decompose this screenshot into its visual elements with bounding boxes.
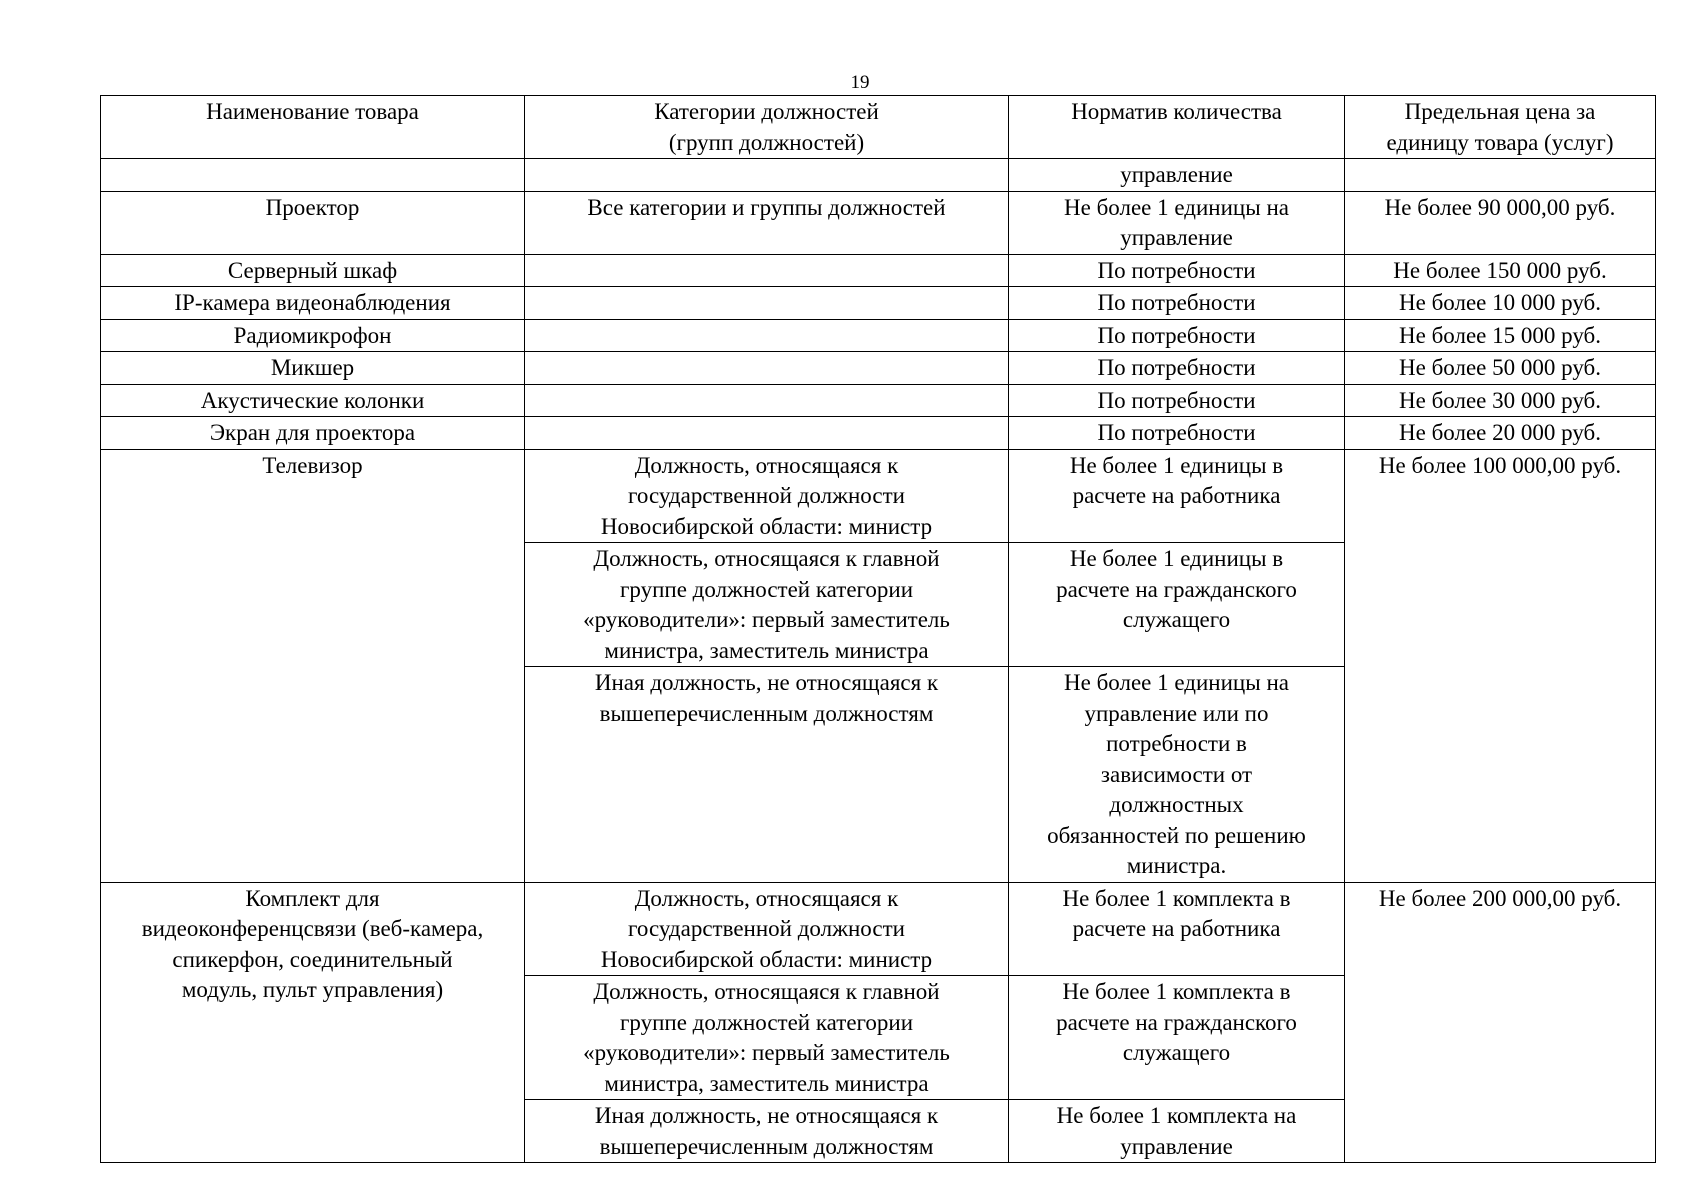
norm-cell: Не более 1 единицы в расчете на гражданского служащего — [1009, 543, 1345, 667]
category-cell: Иная должность, не относящаяся к вышеперечисленным должностям — [525, 1100, 1009, 1163]
price-cell: Не более 30 000 руб. — [1345, 384, 1656, 417]
norm-cell: По потребности — [1009, 287, 1345, 320]
price-cell: Не более 50 000 руб. — [1345, 352, 1656, 385]
category-cell: Должность, относящаяся к главной группе должностей категории «руководители»: первый заместитель министра, заместитель министра — [525, 976, 1009, 1100]
norm-cell: По потребности — [1009, 319, 1345, 352]
category-cell: Должность, относящаяся к государственной должности Новосибирской области: министр — [525, 449, 1009, 543]
item-name: Радиомикрофон — [101, 319, 525, 352]
header-name: Наименование товара — [101, 96, 525, 159]
price-cell: Не более 15 000 руб. — [1345, 319, 1656, 352]
price-cell: Не более 100 000,00 руб. — [1345, 449, 1656, 882]
price-cell: Не более 20 000 руб. — [1345, 417, 1656, 450]
page-number: 19 — [850, 72, 870, 93]
item-name: Экран для проектора — [101, 417, 525, 450]
item-name: Телевизор — [101, 449, 525, 882]
norm-cell: Не более 1 комплекта в расчете на работника — [1009, 882, 1345, 976]
norm-cell: По потребности — [1009, 417, 1345, 450]
norm-cell: По потребности — [1009, 384, 1345, 417]
table-row — [101, 191, 1656, 254]
item-name: Комплект для видеоконференцсвязи (веб-камера, спикерфон, соединительный модуль, пульт управления) — [101, 882, 525, 1163]
header-norm: Норматив количества — [1009, 96, 1345, 159]
category-cell: Должность, относящаяся к главной группе должностей категории «руководители»: первый заместитель министра, заместитель министра — [525, 543, 1009, 667]
table-row — [101, 352, 1656, 385]
norm-cell: По потребности — [1009, 254, 1345, 287]
norm-cell: Не более 1 единицы на управление — [1009, 191, 1345, 254]
category-cell: Иная должность, не относящаяся к вышеперечисленным должностям — [525, 667, 1009, 883]
table-row — [101, 287, 1656, 320]
price-cell: Не более 200 000,00 руб. — [1345, 882, 1656, 1163]
item-name: Акустические колонки — [101, 384, 525, 417]
norm-cell: Не более 1 комплекта на управление — [1009, 1100, 1345, 1163]
table-row — [101, 882, 1656, 976]
table-row — [101, 159, 1656, 192]
category-cell: Все категории и группы должностей — [525, 191, 1009, 254]
table-row — [101, 319, 1656, 352]
header-price: Предельная цена за единицу товара (услуг) — [1345, 96, 1656, 159]
category-cell: Должность, относящаяся к государственной должности Новосибирской области: министр — [525, 882, 1009, 976]
table-header-row — [101, 96, 1656, 159]
table-row — [101, 449, 1656, 543]
norms-table — [100, 95, 1656, 1163]
norm-cell: По потребности — [1009, 352, 1345, 385]
item-name: IP-камера видеонаблюдения — [101, 287, 525, 320]
table-row — [101, 254, 1656, 287]
norm-cell: управление — [1009, 159, 1345, 192]
price-cell: Не более 90 000,00 руб. — [1345, 191, 1656, 254]
norm-cell: Не более 1 единицы в расчете на работника — [1009, 449, 1345, 543]
price-cell: Не более 150 000 руб. — [1345, 254, 1656, 287]
table-row — [101, 417, 1656, 450]
item-name: Микшер — [101, 352, 525, 385]
item-name: Проектор — [101, 191, 525, 254]
item-name: Серверный шкаф — [101, 254, 525, 287]
table-row — [101, 384, 1656, 417]
norm-cell: Не более 1 комплекта в расчете на гражданского служащего — [1009, 976, 1345, 1100]
price-cell: Не более 10 000 руб. — [1345, 287, 1656, 320]
header-categories: Категории должностей (групп должностей) — [525, 96, 1009, 159]
norm-cell: Не более 1 единицы на управление или по потребности в зависимости от должностных обязанностей по решению министра. — [1009, 667, 1345, 883]
